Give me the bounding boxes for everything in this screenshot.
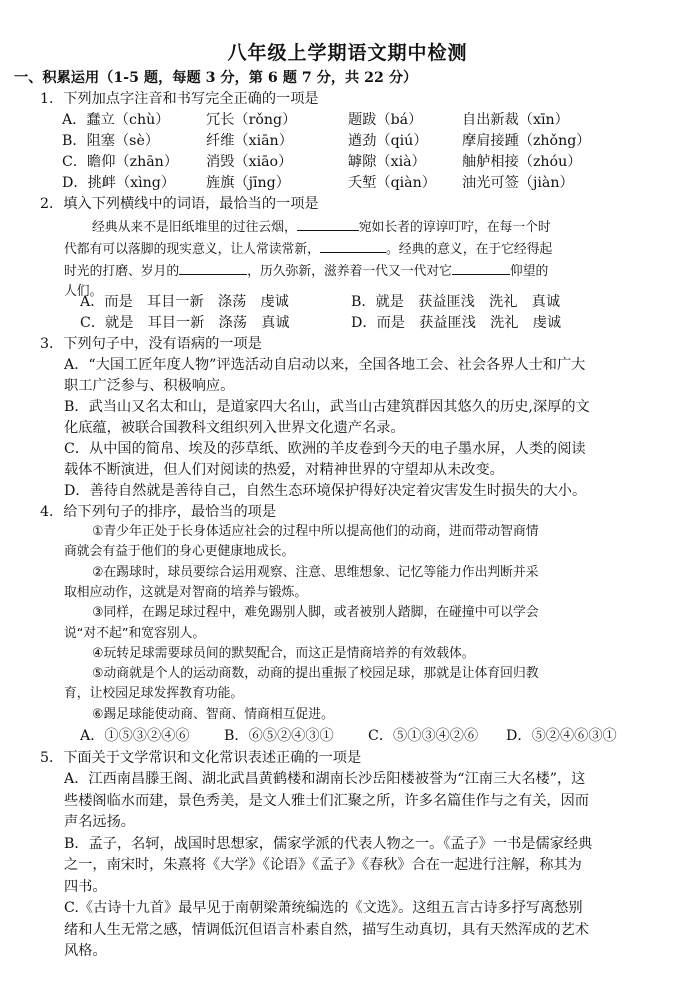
q1-opt-d-3: 夭堑（qiàn） bbox=[348, 175, 436, 191]
q1-opt-a-3: 题跋（bá） bbox=[348, 112, 423, 128]
q5-stem: 5．下面关于文学常识和文化常识表述正确的一项是 bbox=[40, 750, 362, 766]
q3-option-d: D．善待自然就是善待自己，自然生态环境保护得好决定着灾害发生时损失的大小。 bbox=[64, 483, 587, 499]
q5-option-a-line2: 些楼阁临水而建，景色秀美，是文人雅士们汇聚之所，许多名篇佳作与之有关，因而 bbox=[64, 792, 589, 809]
q3-option-b-line2: 化底蕴，被联合国教科文组织列入世界文化遗产名录。 bbox=[64, 420, 405, 436]
q1-opt-d-1: D．挑衅（xìng） bbox=[62, 175, 176, 191]
section-heading: 一、积累运用（1-5 题，每题 3 分，第 6 题 7 分，共 22 分） bbox=[14, 70, 418, 86]
q4-option-d: D．⑤②④⑥③① bbox=[506, 728, 617, 744]
q1-stem: 1．下列加点字注音和书写完全正确的一项是 bbox=[40, 91, 319, 107]
blank-4 bbox=[452, 260, 510, 275]
q5-option-c-line1: C.《古诗十九首》最早见于南朝梁萧统编选的《文选》。这组五言古诗多抒写离愁别 bbox=[64, 900, 583, 916]
q1-opt-b-2: 纤维（xiān） bbox=[206, 133, 293, 149]
q3-option-a-line1: A．“大国工匠年度人物”评选活动自启动以来，全国各地工会、社会各界人士和广大 bbox=[64, 357, 586, 373]
q5-option-b-line3: 四书。 bbox=[64, 878, 107, 895]
q1-opt-c-4: 舳舻相接（zhóu） bbox=[462, 154, 582, 170]
q2-passage-line4: 人们。 bbox=[64, 284, 103, 299]
q2-option-b: B．就是 获益匪浅 洗礼 真诚 bbox=[351, 294, 561, 310]
blank-3 bbox=[179, 260, 247, 275]
q2-passage-line1: 经典从来不是旧纸堆里的过往云烟， 宛如长者的谆谆叮咛，在每一个时 bbox=[92, 216, 551, 238]
q5-option-b-line2: 之一，南宋时，朱熹将《大学》《论语》《孟子》《春秋》合在一起进行注解，称其为 bbox=[64, 857, 582, 873]
q1-opt-a-1: A．蠢立（chù） bbox=[62, 112, 170, 128]
q5-option-b-line1: B．孟子，名轲，战国时思想家，儒家学派的代表人物之一。《孟子》一书是儒家经典 bbox=[64, 835, 593, 852]
q5-option-a-line1: A．江西南昌滕王阁、湖北武昌黄鹤楼和湖南长沙岳阳楼被誉为“江南三大名楼”，这 bbox=[64, 771, 586, 787]
q1-opt-b-1: B．阻塞（sè） bbox=[62, 133, 160, 149]
q3-option-c-line1: C．从中国的简帛、埃及的莎草纸、欧洲的羊皮卷到今天的电子墨水屏，人类的阅读 bbox=[64, 441, 586, 457]
blank-1 bbox=[297, 216, 359, 231]
q3-option-a-line2: 职工广泛参与、积极响应。 bbox=[64, 378, 235, 394]
q4-sentence-2-line2: 取相应动作，这就是对智商的培养与锻炼。 bbox=[64, 584, 308, 600]
q4-stem: 4．给下列句子的排序，最恰当的项是 bbox=[40, 504, 277, 520]
q4-sentence-2-line1: ②在踢球时，球员要综合运用观察、注意、思维想象、记忆等能力作出判断并采 bbox=[92, 564, 539, 580]
q4-sentence-1-line1: ①青少年正处于长身体适应社会的过程中所以提高他们的动商，进而带动智商情 bbox=[92, 524, 539, 539]
q2-option-c: C．就是 耳目一新 涤荡 真诚 bbox=[80, 315, 290, 331]
q1-opt-c-2: 消毁（xiāo） bbox=[206, 154, 293, 170]
q5-option-c-line3: 风格。 bbox=[64, 943, 107, 959]
q3-option-b-line1: B．武当山又名太和山，是道家四大名山，武当山古建筑群因其悠久的历史,深厚的文 bbox=[64, 399, 590, 415]
q4-sentence-6: ⑥踢足球能使动商、智商、情商相互促进。 bbox=[92, 706, 334, 722]
q1-opt-c-3: 罅隙（xià） bbox=[348, 154, 426, 170]
q2-passage-line2: 代都有可以落脚的现实意义，让人常读常新， 。经典的意义，在于它经得起 bbox=[64, 238, 552, 260]
q2-stem: 2．填入下列横线中的词语，最恰当的一项是 bbox=[40, 196, 319, 212]
q1-opt-d-2: 旌旗（jīng） bbox=[206, 175, 290, 191]
q4-sentence-3-line2: 说“对不起”和宽容别人。 bbox=[64, 625, 206, 641]
q1-opt-a-2: 冗长（rǒng） bbox=[206, 112, 297, 128]
page-title: 八年级上学期语文期中检测 bbox=[227, 42, 468, 64]
q1-opt-b-3: 遒劲（qiú） bbox=[348, 133, 428, 149]
q1-opt-d-4: 油光可签（jiàn） bbox=[462, 175, 574, 191]
q3-option-c-line2: 载体不断演进，但人们对阅读的热爱，对精神世界的守望却从未改变。 bbox=[64, 462, 504, 478]
q1-opt-b-4: 摩肩接踵（zhǒng） bbox=[462, 133, 591, 149]
q4-option-c: C．⑤①③④②⑥ bbox=[368, 728, 479, 744]
q2-passage-line3: 时光的打磨、岁月的 ，历久弥新，滋养着一代又一代对它 仰望的 bbox=[64, 260, 548, 282]
blank-2 bbox=[320, 238, 386, 253]
q1-opt-c-1: C．瞻仰（zhān） bbox=[62, 154, 179, 170]
q2-option-d: D．而是 获益匪浅 洗礼 虔诚 bbox=[351, 315, 562, 331]
q4-option-a: A．①⑤③②④⑥ bbox=[80, 728, 190, 744]
q1-opt-a-4: 自出新裁（xīn） bbox=[462, 112, 569, 128]
q3-stem: 3．下列句子中，没有语病的一项是 bbox=[40, 336, 262, 352]
q4-sentence-1-line2: 商就会有益于他们的身心更健康地成长。 bbox=[64, 544, 295, 560]
q4-sentence-5-line1: ⑤动商就是个人的运动商数，动商的提出重振了校园足球，那就是让体育回归教 bbox=[92, 666, 539, 682]
q4-option-b: B．⑥⑤②④③① bbox=[224, 728, 334, 744]
q4-sentence-4: ④玩转足球需要球员间的默契配合，而这正是情商培养的有效载体。 bbox=[92, 645, 475, 661]
q2-option-a: A．而是 耳目一新 涤荡 虔诚 bbox=[80, 294, 289, 310]
q4-sentence-5-line2: 育，让校园足球发挥教育功能。 bbox=[64, 686, 244, 702]
q4-sentence-3-line1: ③同样，在踢足球过程中，难免踢别人脚，或者被别人踏脚，在碰撞中可以学会 bbox=[92, 605, 539, 621]
q5-option-a-line3: 声名远扬。 bbox=[64, 814, 135, 830]
q5-option-c-line2: 绪和人生无常之感，情调低沉但语言朴素自然，描写生动真切，具有天然浑成的艺术 bbox=[64, 921, 589, 938]
